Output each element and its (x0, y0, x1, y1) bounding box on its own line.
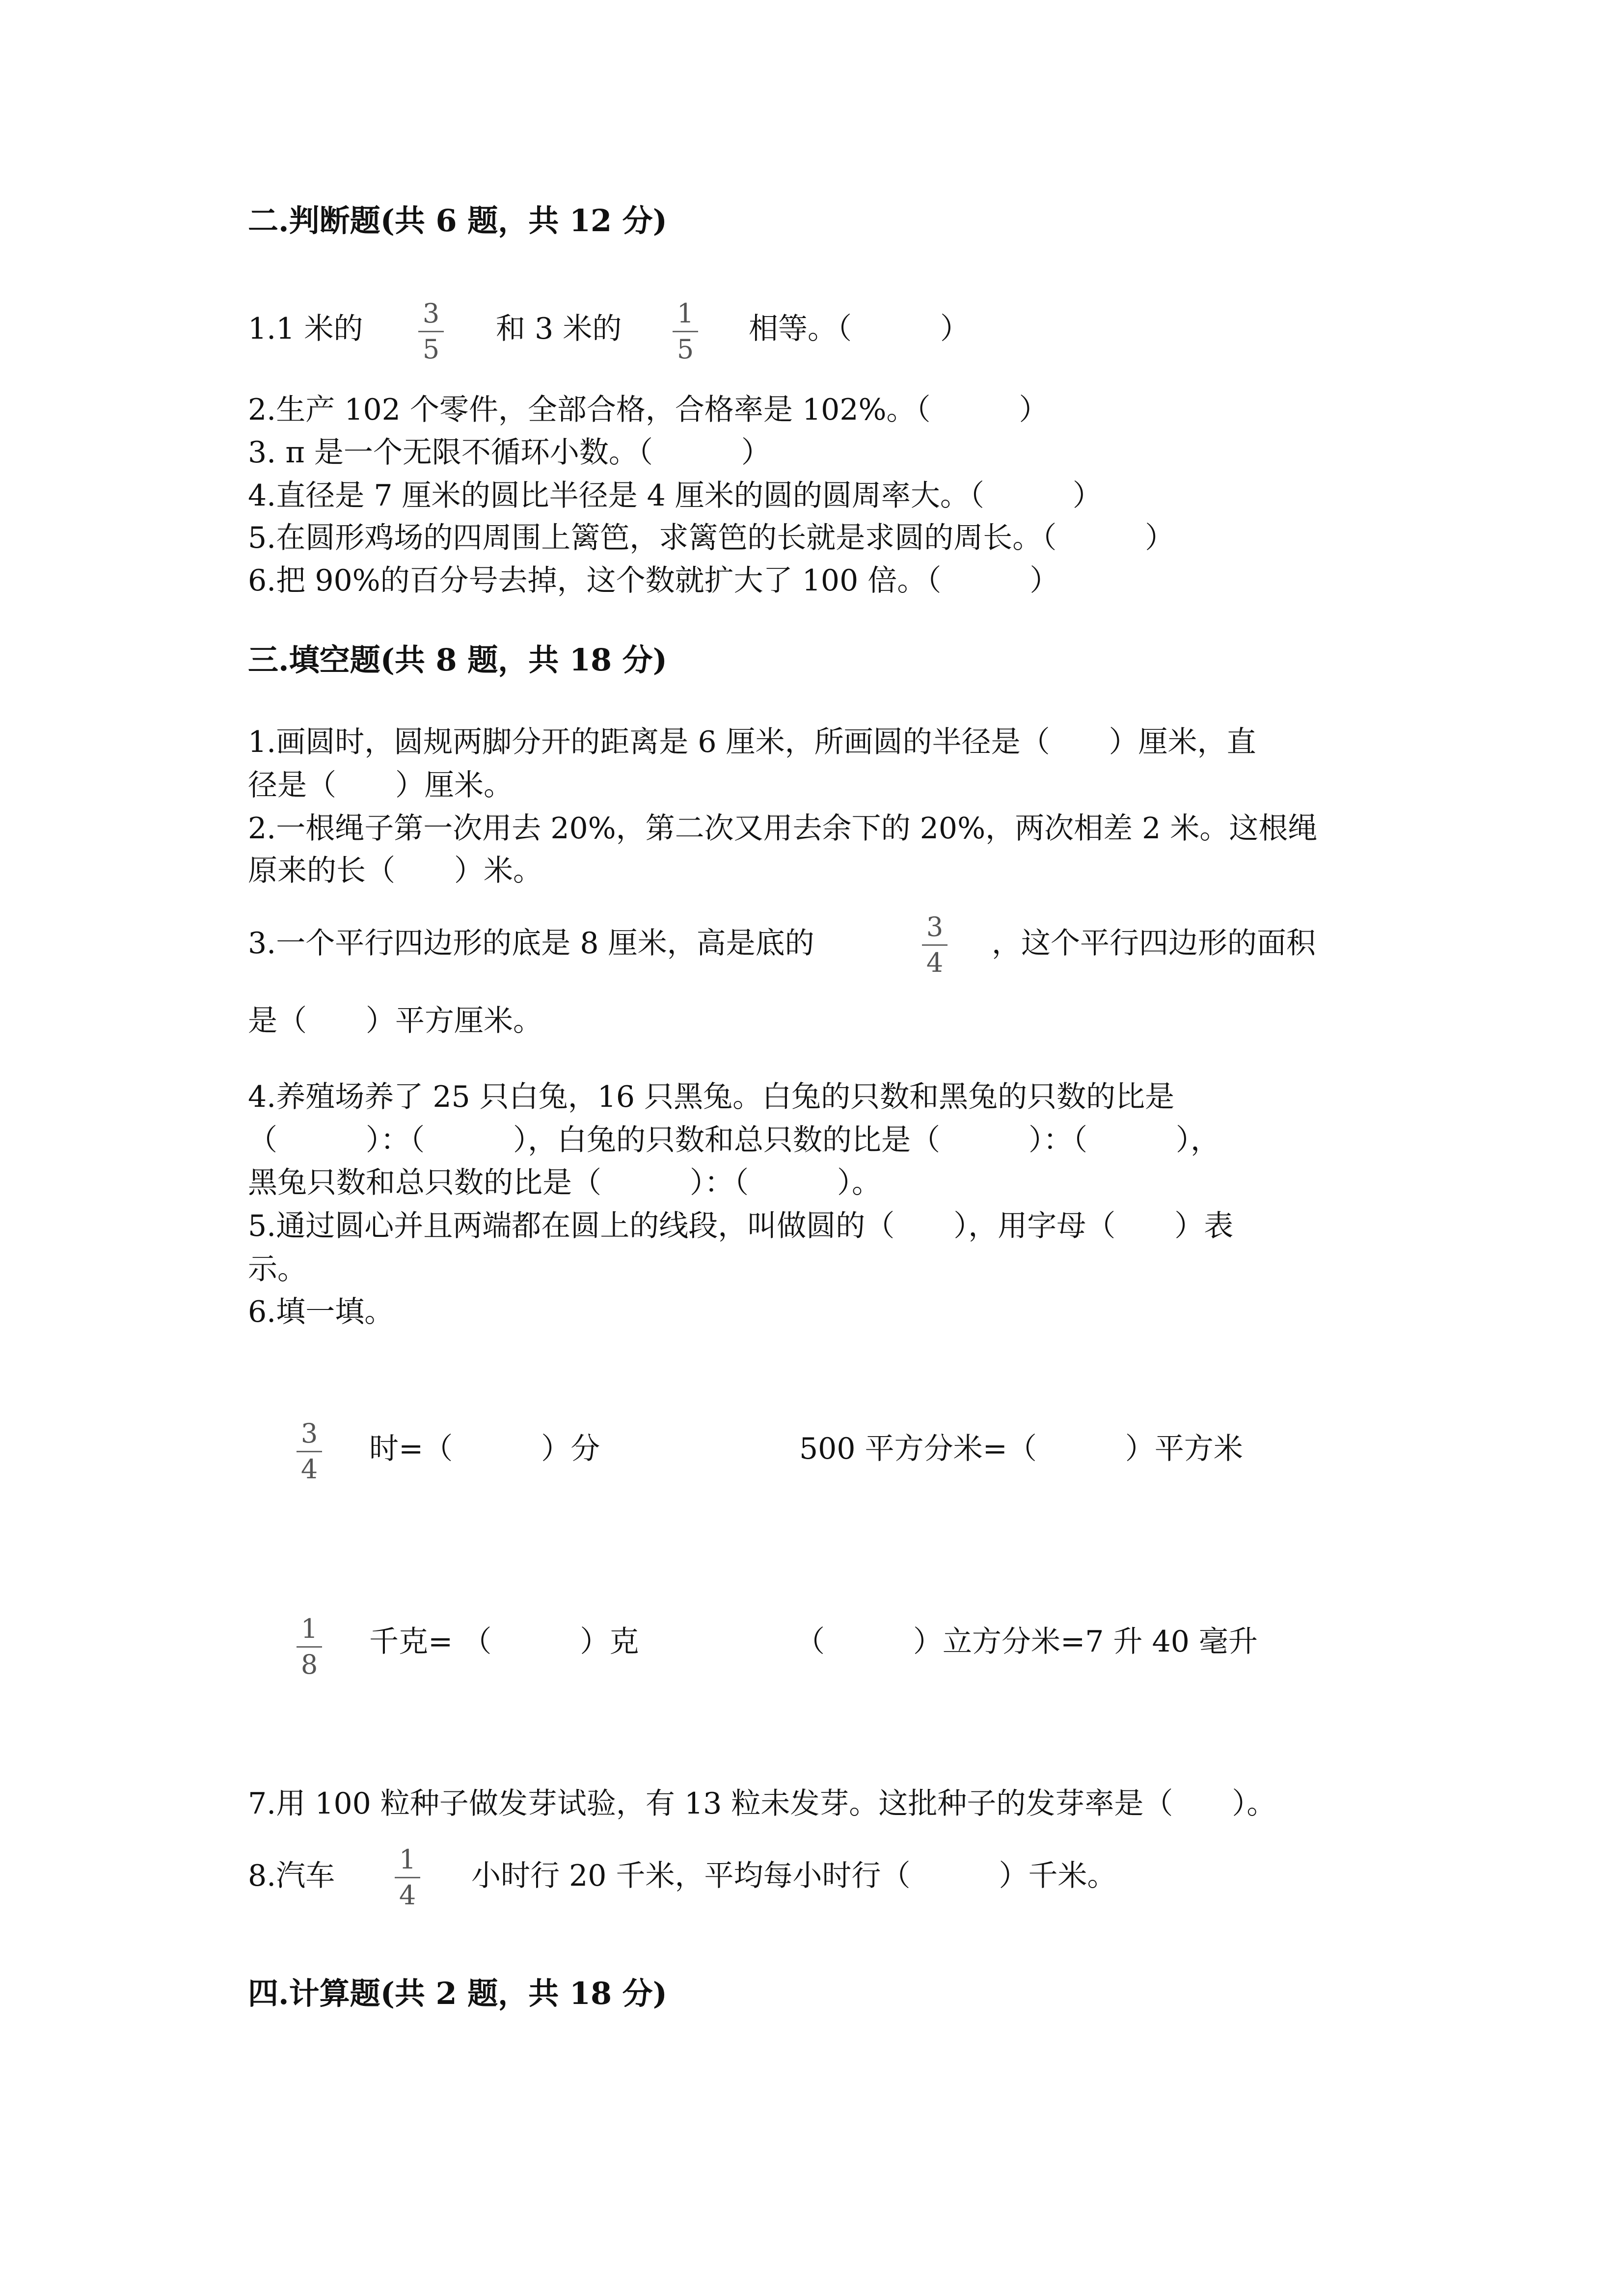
s2-q1-fraction-1 (416, 298, 446, 365)
fraction-bar (418, 331, 444, 332)
s3-q4-line3: 黑兔只数和总只数的比是（ ）：（ ）。 (248, 1166, 881, 1200)
numerator: 1 (300, 1613, 318, 1644)
s2-q5: 5.在圆形鸡场的四周围上篱笆，求篱笆的长就是求圆的周长。（ ） (248, 521, 1175, 555)
s3-q3-part-a: 3.一个平行四边形的底是 8 厘米，高是底的 (248, 926, 814, 961)
s3-q6-b-text: 500 平方分米=（ ）平方米 (799, 1432, 1243, 1466)
fraction-bar (297, 1451, 322, 1452)
s3-q6-a-fraction (295, 1418, 324, 1485)
numerator: 1 (677, 298, 694, 329)
s3-q6-c-text: 千克= （ ）克 (369, 1625, 639, 1659)
s3-q6-d-text: （ ）立方分米=7 升 40 毫升 (795, 1625, 1258, 1659)
s3-q3-line2: 是（ ）平方厘米。 (248, 1004, 542, 1038)
s2-q1-fraction-2 (671, 298, 700, 365)
s3-q5-line1: 5.通过圆心并且两端都在圆上的线段，叫做圆的（ ），用字母（ ）表 (248, 1209, 1234, 1243)
s3-q1-line1: 1.画圆时，圆规两脚分开的距离是 6 厘米，所画圆的半径是（ ）厘米，直 (248, 725, 1256, 759)
s3-q2-line2: 原来的长（ ）米。 (248, 854, 542, 888)
denominator: 8 (300, 1649, 318, 1680)
fraction-bar (922, 944, 947, 946)
s2-q3: 3. π 是一个无限不循环小数。（ ） (248, 435, 771, 470)
s3-q5-line2: 示。 (248, 1252, 307, 1286)
denominator: 4 (926, 947, 944, 978)
s3-q8-fraction (393, 1844, 422, 1911)
s3-q4-line2: （ ）：（ ），白兔的只数和总只数的比是（ ）：（ ）， (248, 1123, 1220, 1157)
s3-q1-line2: 径是（ ）厘米。 (248, 768, 513, 802)
s3-q6-a-text: 时=（ ）分 (369, 1432, 600, 1466)
fraction-bar (297, 1646, 322, 1648)
s2-q1-part-a: 1.1 米的 (248, 312, 363, 346)
numerator: 3 (422, 298, 440, 329)
denominator: 4 (300, 1454, 318, 1485)
section3-title: 三.填空题(共 8 题，共 18 分) (248, 642, 668, 678)
s2-q1-part-c: 相等。（ ） (749, 312, 970, 346)
fraction-bar (673, 331, 698, 332)
fraction-bar (395, 1877, 420, 1878)
denominator: 5 (677, 334, 694, 365)
s3-q8-part-b: 小时行 20 千米，平均每小时行（ ）千米。 (471, 1859, 1117, 1893)
numerator: 1 (399, 1844, 416, 1875)
s2-q1-part-b: 和 3 米的 (496, 312, 622, 346)
denominator: 4 (399, 1880, 416, 1911)
section4-title: 四.计算题(共 2 题，共 18 分) (248, 1976, 668, 2011)
s3-q6-title: 6.填一填。 (248, 1295, 394, 1329)
numerator: 3 (926, 911, 944, 942)
s3-q8-part-a: 8.汽车 (248, 1859, 335, 1893)
s3-q3-part-b: ，这个平行四边形的面积 (992, 926, 1316, 961)
s2-q4: 4.直径是 7 厘米的圆比半径是 4 厘米的圆的圆周率大。（ ） (248, 479, 1102, 513)
s3-q7: 7.用 100 粒种子做发芽试验，有 13 粒未发芽。这批种子的发芽率是（ ）。 (248, 1787, 1276, 1821)
denominator: 5 (422, 334, 440, 365)
s3-q2-line1: 2.一根绳子第一次用去 20%，第二次又用去余下的 20%，两次相差 2 米。这根绳 (248, 811, 1318, 846)
section2-title: 二.判断题(共 6 题，共 12 分) (248, 203, 668, 239)
s3-q3-fraction (920, 912, 949, 978)
numerator: 3 (300, 1418, 318, 1449)
s3-q4-line1: 4.养殖场养了 25 只白兔，16 只黑兔。白兔的只数和黑兔的只数的比是 (248, 1080, 1175, 1114)
s2-q2: 2.生产 102 个零件，全部合格，合格率是 102%。（ ） (248, 393, 1049, 427)
s3-q6-c-fraction (295, 1614, 324, 1680)
s2-q6: 6.把 90%的百分号去掉，这个数就扩大了 100 倍。（ ） (248, 563, 1059, 598)
